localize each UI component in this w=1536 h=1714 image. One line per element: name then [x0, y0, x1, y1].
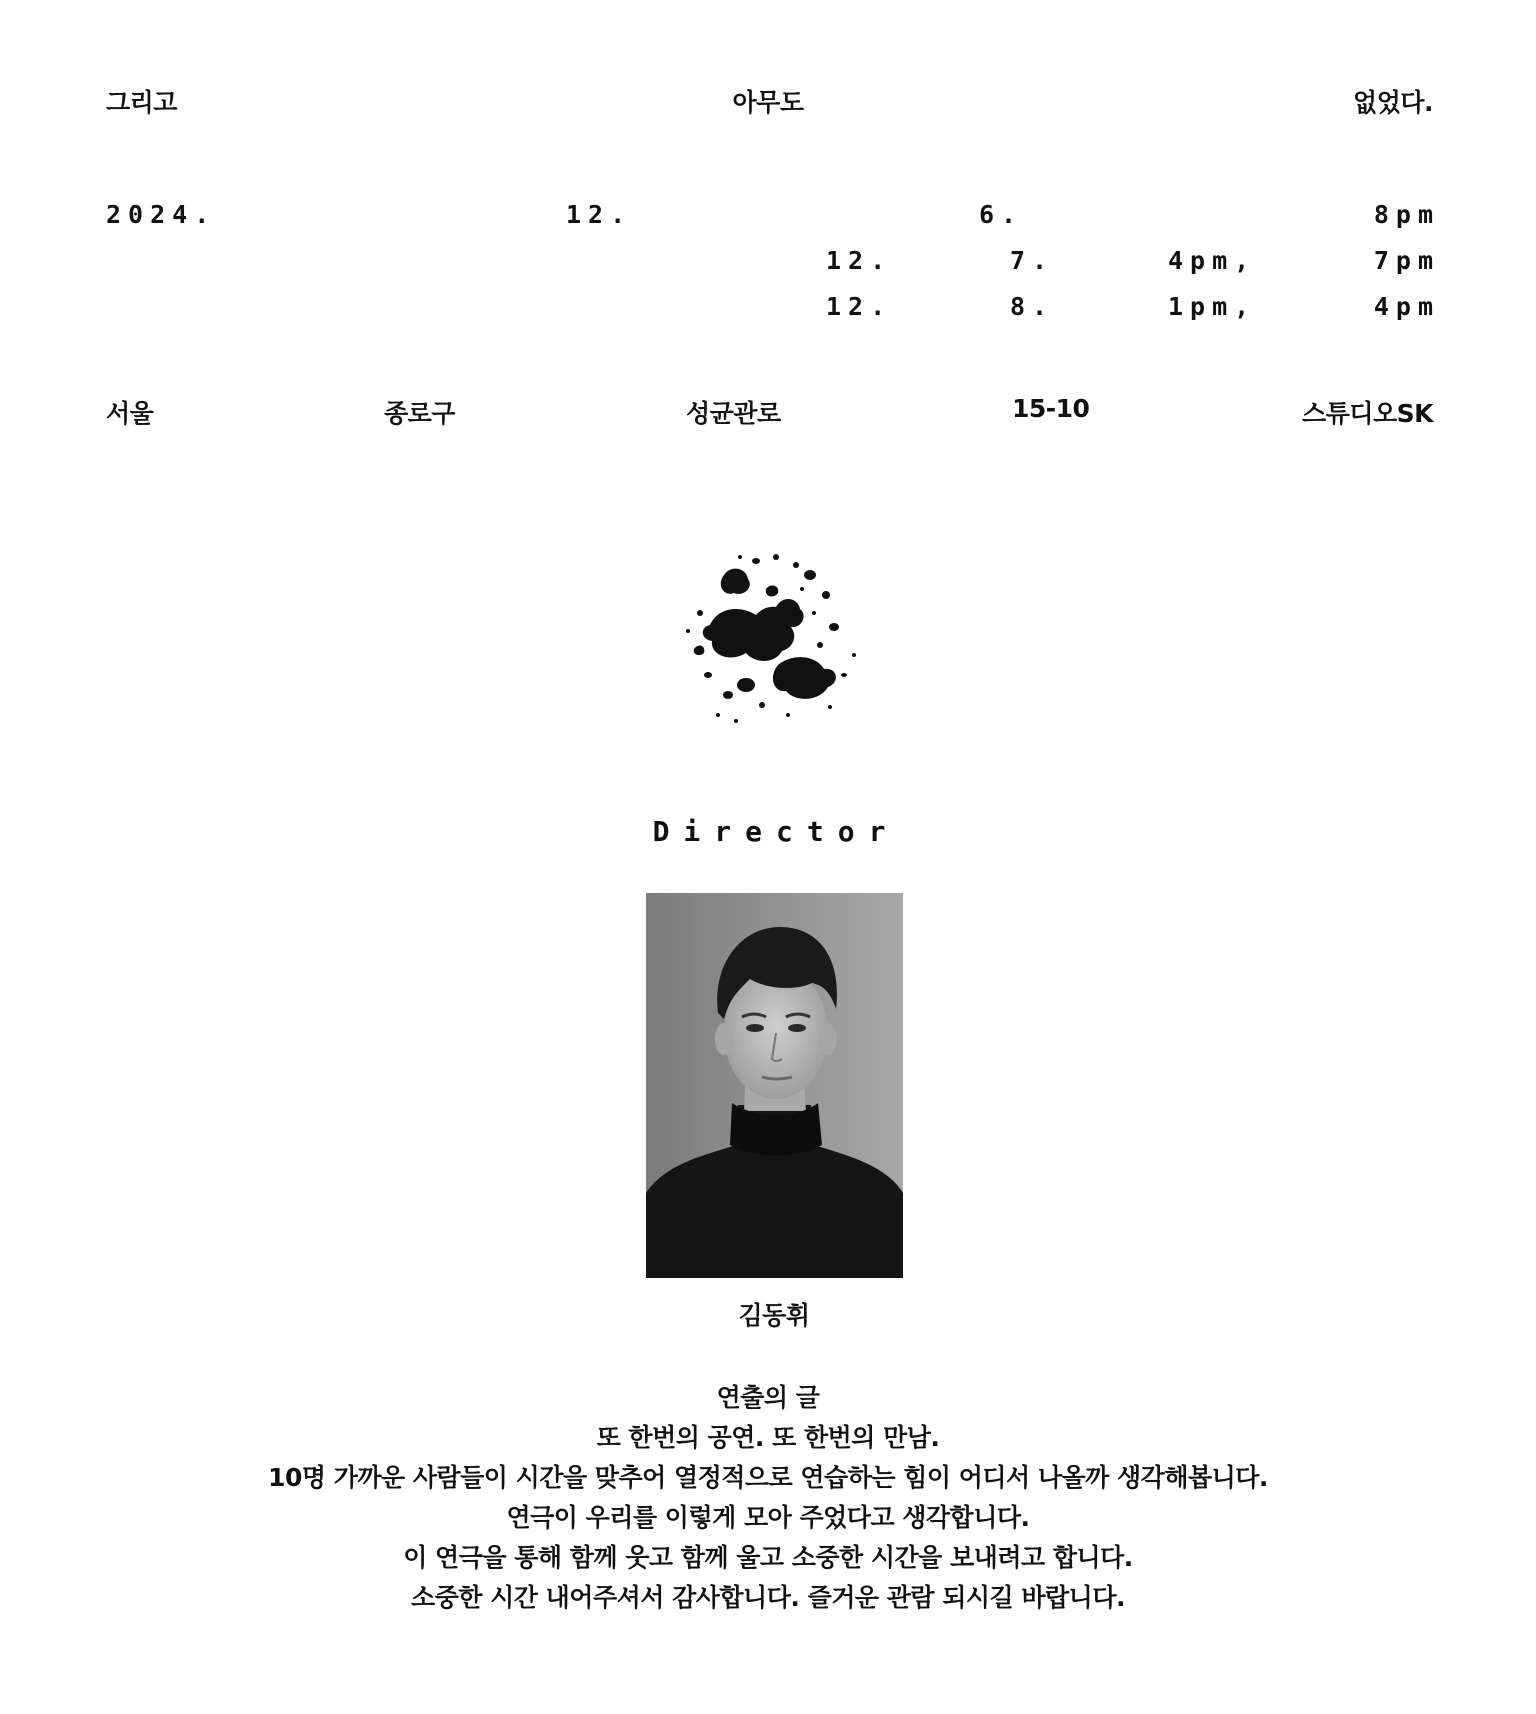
- notes-line: 10명 가까운 사람들이 시간을 맞추어 열정적으로 연습하는 힘이 어디서 나올까 생각해봅니다.: [268, 1463, 1268, 1492]
- schedule-row2-time1: 4pm,: [1168, 246, 1257, 275]
- schedule-row3-month: 12.: [826, 292, 893, 321]
- schedule-row2-day: 7.: [1010, 246, 1055, 275]
- schedule-year: 2024.: [106, 200, 217, 229]
- schedule-row1-month: 12.: [566, 200, 633, 229]
- schedule-row3-time2: 4pm: [1373, 292, 1440, 321]
- schedule-row3-time1: 1pm,: [1168, 292, 1257, 321]
- notes-title: 연출의 글: [716, 1383, 820, 1412]
- notes-line: 소중한 시간 내어주셔서 감사합니다. 즐거운 관람 되시길 바랍니다.: [411, 1583, 1125, 1612]
- notes-line: 연극이 우리를 이렇게 모아 주었다고 생각합니다.: [506, 1503, 1030, 1532]
- director-notes: [0, 1378, 1536, 1618]
- schedule-row2-time2: 7pm: [1373, 246, 1440, 275]
- title-word-2: 아무도: [732, 88, 804, 117]
- address-district: 종로구: [384, 399, 455, 428]
- director-heading: Director: [652, 815, 900, 848]
- notes-line: 또 한번의 공연. 또 한번의 만남.: [596, 1423, 940, 1452]
- notes-line: 이 연극을 통해 함께 웃고 함께 울고 소중한 시간을 보내려고 합니다.: [403, 1543, 1133, 1572]
- director-name: 김동휘: [738, 1301, 810, 1330]
- schedule-row1-time: 8pm: [1373, 200, 1440, 229]
- ink-splatter-icon: [670, 535, 870, 735]
- address-city: 서울: [106, 399, 154, 428]
- address-number: 15-10: [1012, 394, 1090, 423]
- title-word-3: 없었다.: [1353, 88, 1433, 117]
- schedule-row1-day: 6.: [979, 200, 1024, 229]
- schedule-row3-day: 8.: [1010, 292, 1055, 321]
- address-street: 성균관로: [686, 399, 781, 428]
- address-venue: 스튜디오SK: [1302, 399, 1433, 428]
- director-photo: [646, 893, 903, 1278]
- schedule-row2-month: 12.: [826, 246, 893, 275]
- title-word-1: 그리고: [106, 88, 177, 117]
